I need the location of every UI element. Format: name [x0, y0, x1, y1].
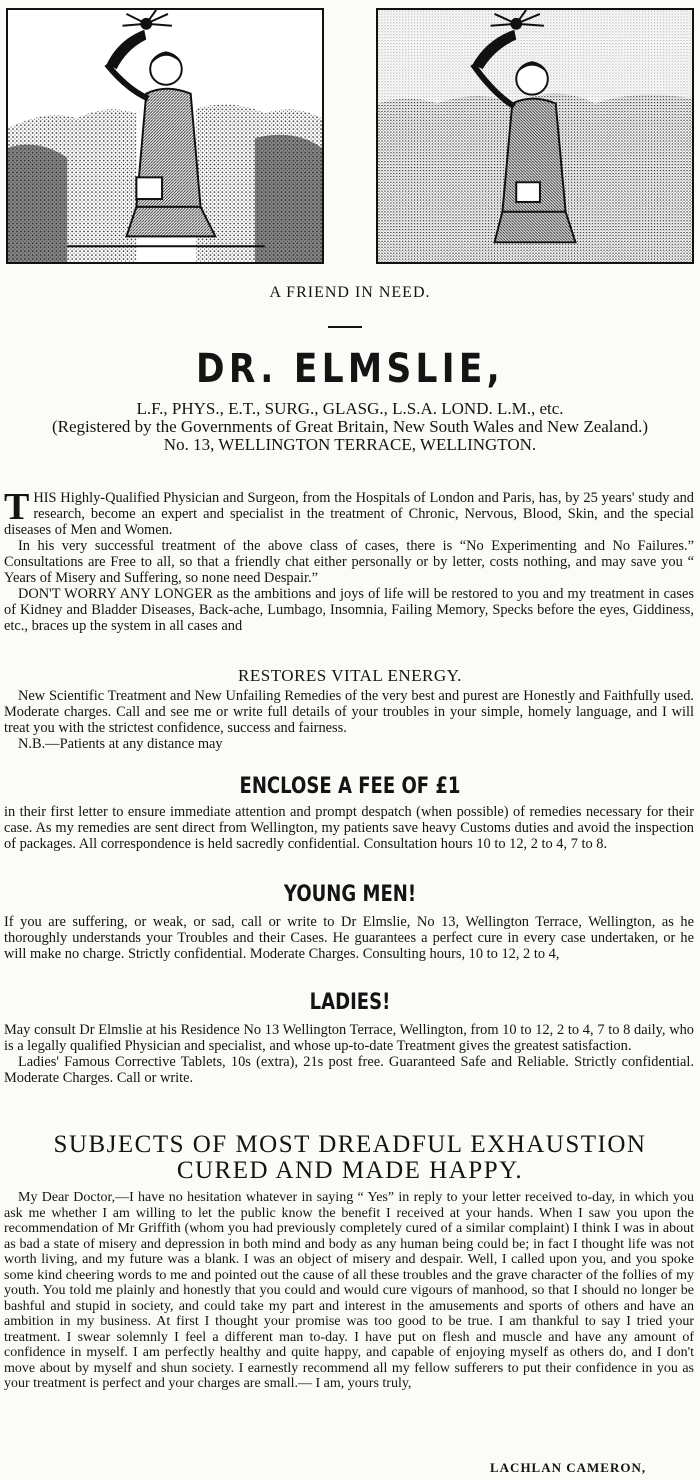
- fee-section: [4, 804, 694, 852]
- testimonial-heading-1: SUBJECTS OF MOST DREADFUL EXHAUSTION: [53, 1131, 647, 1158]
- intro-paragraph-3: DON'T WORRY ANY LONGER as the ambitions and joys of life will be restored to you and my treatment in cases of Kidney and Bladder Diseases, Back-ache, Lumbago, Insomnia, Failing Memory, Specks before the eyes, Giddiness, etc., braces up the system in all cases and: [4, 586, 694, 634]
- qualifications: L.F., PHYS., E.T., SURG., GLASG., L.S.A. LOND. L.M., etc.: [136, 399, 564, 418]
- credentials: [10, 400, 690, 454]
- intro-section: [4, 486, 694, 634]
- young-men-heading: YOUNG MEN!: [283, 882, 417, 907]
- tagline: A FRIEND IN NEED.: [269, 284, 431, 301]
- address: No. 13, WELLINGTON TERRACE, WELLINGTON.: [163, 435, 537, 454]
- young-men-paragraph: If you are suffering, or weak, or sad, call or write to Dr Elmslie, No 13, Wellington Terrace, Wellington, as he thoroughly understands your Troubles and their Cases. He guarantees a perfect cure in every case undertaken, or he will make no charge. Strictly confidential. Moderate Charges. Consulting hours, 10 to 12, 2 to 4,: [4, 914, 694, 962]
- intro-paragraph-1: HIS Highly-Qualified Physician and Surgeon, from the Hospitals of London and Paris, has, by 25 years' study and research, become an expert and specialist in the treatment of Chronic, Nervous, Blood, Skin, and the special diseases of Men and Women.: [4, 490, 694, 538]
- registration: (Registered by the Governments of Great Britain, New South Wales and New Zealand.): [52, 417, 648, 436]
- restores-paragraph-1: New Scientific Treatment and New Unfailing Remedies of the very best and purest are Honestly and Faithfully used. Moderate charges. Call and see me or write full details of your troubles in your simple, homely language, and I will treat you with the strictest confidence, success and fairness.: [4, 688, 694, 736]
- dropcap: T: [4, 486, 30, 528]
- fee-paragraph: in their first letter to ensure immediate attention and prompt despatch (when possible) of remedies necessary for their case. As my remedies are sent direct from Wellington, my patients save heavy Customs duties and avoid the inspection of packages. All correspondence is held sacredly confidential. Consultation hours 10 to 12, 2 to 4, 7 to 8.: [4, 804, 694, 852]
- goddess-with-radiant-torch-icon: [6, 8, 324, 264]
- goddess-with-radiant-torch-icon: [376, 8, 694, 264]
- fee-heading: ENCLOSE A FEE OF £1: [239, 774, 461, 799]
- restores-section: [4, 688, 694, 752]
- testimonial-section: [4, 1190, 694, 1392]
- intro-paragraph-2: In his very successful treatment of the above class of cases, there is “No Experimenting and No Failures.” Consultations are Free to all, so that a friendly chat either personally or by letter, costs nothing, and may save you “ Years of Misery and Suffering, so none need Despair.”: [4, 538, 694, 586]
- ladies-heading: LADIES!: [309, 990, 391, 1015]
- ladies-paragraph-2: Ladies' Famous Corrective Tablets, 10s (extra), 21s post free. Guaranteed Safe and Reliable. Strictly confidential. Moderate Charges. Call or write.: [4, 1054, 694, 1086]
- testimonial-heading-2: CURED AND MADE HAPPY.: [176, 1157, 524, 1184]
- restores-paragraph-2: N.B.—Patients at any distance may: [18, 736, 223, 752]
- ladies-paragraph-1: May consult Dr Elmslie at his Residence No 13 Wellington Terrace, Wellington, from 10 to 12, 2 to 4, 7 to 8 daily, who is a legally qualified Physician and specialist, and whose up-to-date Treatment gives the greatest satisfaction.: [4, 1022, 694, 1054]
- signature: LACHLAN CAMERON,: [490, 1460, 647, 1475]
- doctor-name: DR. ELMSLIE,: [195, 346, 505, 392]
- ladies-section: [4, 1022, 694, 1086]
- restores-heading: RESTORES VITAL ENERGY.: [238, 666, 462, 685]
- testimonial-letter: My Dear Doctor,—I have no hesitation whatever in saying “ Yes” in reply to your letter received to-day, in which you ask me whether I am willing to let the public know the benefit I received at your hands. When I saw you upon the recommendation of Mr Griffith (whom you had previously completely cured of a similar complaint) I think I was in about as bad a state of misery and depression in both mind and body as any human being could be; in fact I thought life was not worth living, and my future was a blank. I was an object of misery and despair. Well, I called upon you, and you spoke some kind cheering words to me and pointed out the cause of all these troubles and the grave character of the follies of my youth. You told me plainly and honestly that you could and would cure vigours of manhood, so that I should no longer be bashful and stupid in society, and could take my part and interest in the amusements and sports of others and have an ambition in my business. At first I thought your promise was too good to be true. I am thankful to say I tried your treatment. I swear solemnly I feel a different man to-day. I have put on flesh and muscle and have any amount of confidence in myself. I am perfectly healthy and quite happy, and capable of enjoying myself as others do, and I don't move about by myself and shun society. I earnestly recommend all my fellow sufferers to put their confidence in you as your treatment is perfect and your charges are small.— I am, yours truly,: [4, 1190, 694, 1391]
- divider: [328, 326, 362, 328]
- young-men-section: [4, 914, 694, 962]
